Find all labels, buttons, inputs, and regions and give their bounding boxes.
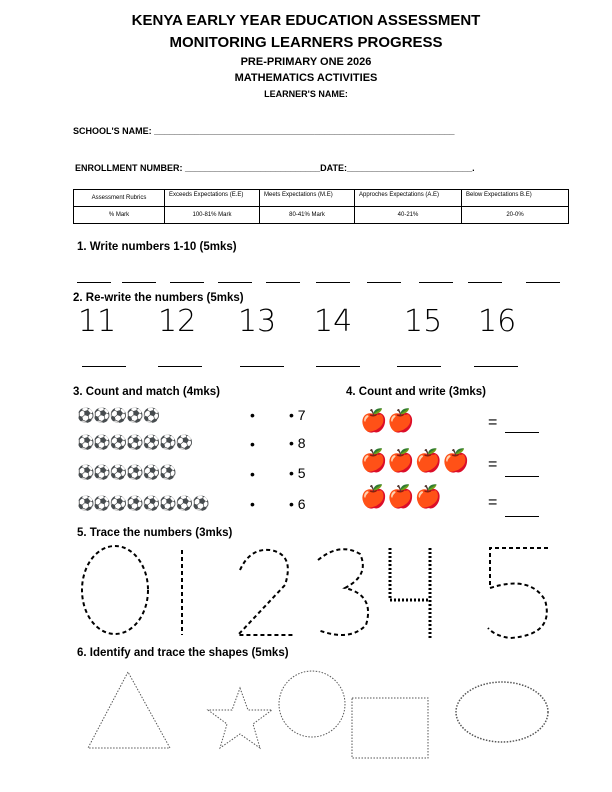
- school-name-field[interactable]: SCHOOL'S NAME: ____________________________________________________________: [73, 126, 455, 136]
- match-dot[interactable]: •: [250, 466, 255, 482]
- star-shape: [208, 688, 272, 748]
- title: KENYA EARLY YEAR EDUCATION ASSESSMENT: [131, 12, 481, 29]
- equals-sign: =: [488, 414, 498, 431]
- rubric-table: [73, 189, 569, 224]
- answer-blank[interactable]: [505, 516, 539, 517]
- match-answer[interactable]: • 6: [289, 496, 306, 512]
- square-shape: [352, 698, 428, 758]
- number-15: 15: [404, 304, 443, 339]
- trace-shapes[interactable]: [80, 660, 560, 760]
- match-answer[interactable]: • 7: [289, 407, 306, 423]
- subject: MATHEMATICS ACTIVITIES: [234, 72, 378, 84]
- rubric-header: Assessment Rubrics: [74, 190, 165, 207]
- rubric-cell: 100-81% Mark: [165, 207, 260, 224]
- enrollment-date-field[interactable]: ENROLLMENT NUMBER: ___________________________DATE:_________________________.: [75, 163, 475, 173]
- number-12: 12: [158, 304, 197, 339]
- number-13: 13: [238, 304, 277, 339]
- apple-row: 🍎🍎🍎🍎: [360, 448, 470, 473]
- rubric-header: Below Expectations B.E): [462, 190, 569, 207]
- match-answer[interactable]: • 8: [289, 435, 306, 451]
- subtitle: MONITORING LEARNERS PROGRESS: [169, 34, 443, 51]
- rubric-cell: % Mark: [74, 207, 165, 224]
- match-dot[interactable]: •: [250, 436, 255, 452]
- football-row: ⚽⚽⚽⚽⚽⚽⚽⚽: [77, 495, 209, 511]
- rubric-cell: 40-21%: [355, 207, 462, 224]
- circle-shape: [279, 671, 345, 737]
- football-row: ⚽⚽⚽⚽⚽⚽: [77, 464, 176, 480]
- equals-sign: =: [488, 494, 498, 511]
- number-14: 14: [314, 304, 353, 339]
- football-row: ⚽⚽⚽⚽⚽: [77, 407, 160, 423]
- q1-title: 1. Write numbers 1-10 (5mks): [77, 241, 237, 253]
- rubric-header: Approches Expectations (A.E): [355, 190, 462, 207]
- q5-title: 5. Trace the numbers (3mks): [77, 527, 233, 539]
- oval-shape: [456, 682, 548, 742]
- answer-blank[interactable]: [505, 476, 539, 477]
- rubric-cell: 80-41% Mark: [260, 207, 355, 224]
- rubric-header: Exceeds Expectations (E.E): [165, 190, 260, 207]
- q2-title: 2. Re-write the numbers (5mks): [73, 292, 244, 304]
- match-dot[interactable]: •: [250, 496, 255, 512]
- number-16: 16: [478, 304, 517, 339]
- table-row: [74, 207, 569, 224]
- rubric-cell: 20-0%: [462, 207, 569, 224]
- q6-title: 6. Identify and trace the shapes (5mks): [77, 647, 289, 659]
- apple-row: 🍎🍎🍎: [360, 484, 443, 509]
- match-dot[interactable]: •: [250, 407, 255, 423]
- equals-sign: =: [488, 456, 498, 473]
- football-row: ⚽⚽⚽⚽⚽⚽⚽: [77, 434, 193, 450]
- q3-title: 3. Count and match (4mks): [73, 386, 220, 398]
- table-row: [74, 190, 569, 207]
- triangle-shape: [88, 672, 170, 748]
- answer-blank[interactable]: [505, 432, 539, 433]
- number-11: 11: [78, 304, 117, 339]
- apple-row: 🍎🍎: [360, 408, 415, 433]
- q4-title: 4. Count and write (3mks): [346, 386, 486, 398]
- match-answer[interactable]: • 5: [289, 465, 306, 481]
- grade: PRE-PRIMARY ONE 2026: [240, 56, 372, 68]
- rubric-header: Meets Expectations (M.E): [260, 190, 355, 207]
- trace-numbers[interactable]: [70, 540, 560, 645]
- learner-name-label: LEARNER'S NAME:: [264, 89, 348, 99]
